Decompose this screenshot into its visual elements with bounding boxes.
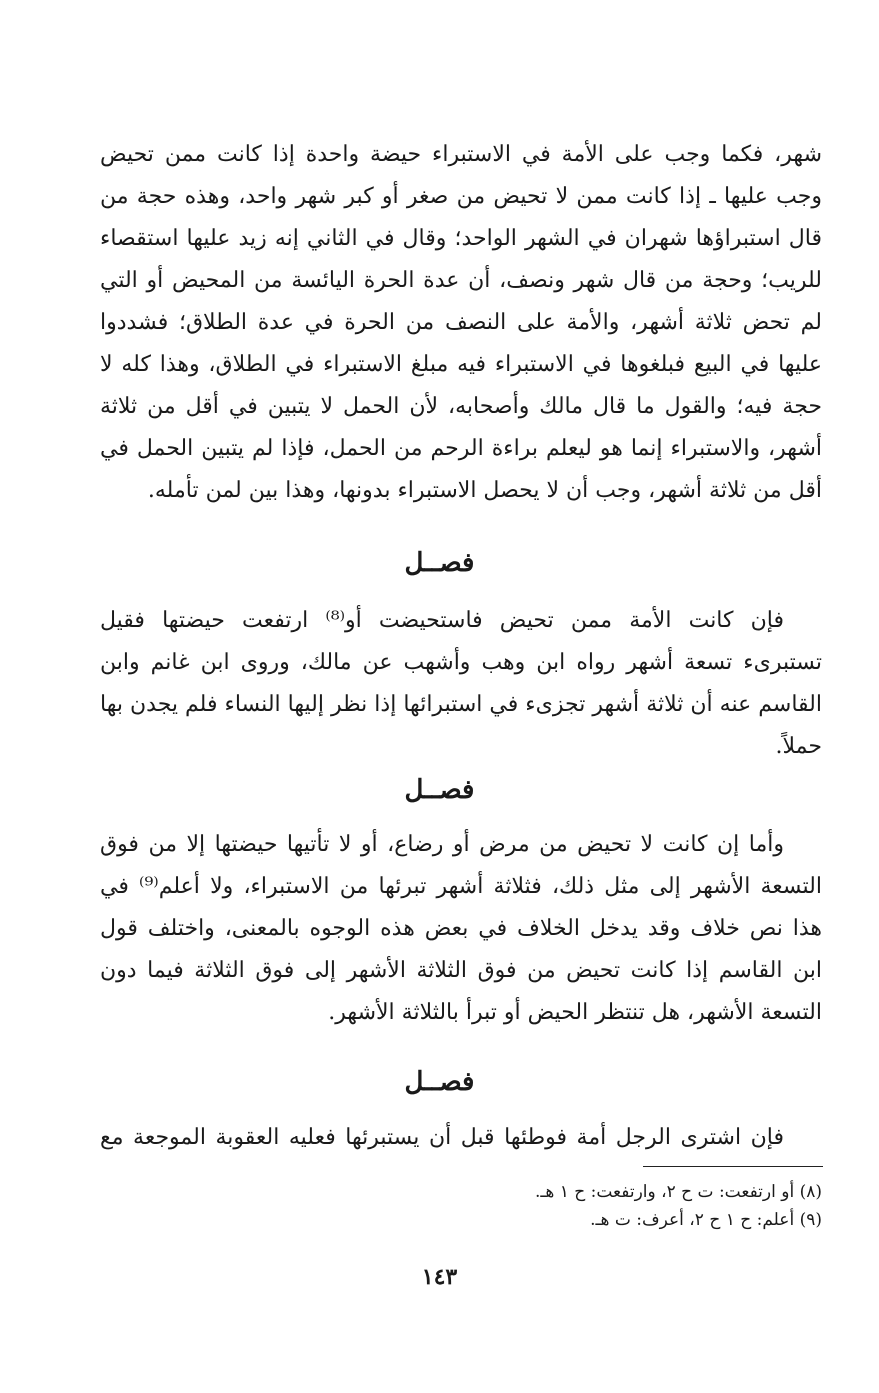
text-line: التسعة الأشهر إلى مثل ذلك، فثلاثة أشهر تبرئها من الاستبراء، ولا أعلم⁽⁹⁾ في xyxy=(100,874,822,899)
text-line: فإن كانت الأمة ممن تحيض فاستحيضت أو⁽⁸⁾ ارتفعت حيضتها فقيل xyxy=(100,608,784,633)
text-line: حجة فيه؛ والقول ما قال مالك وأصحابه، لأن الحمل لا يتبين في أقل من ثلاثة xyxy=(100,394,822,419)
text-line: القاسم عنه أن ثلاثة أشهر تجزىء في استبرائها إذا نظر إليها النساء فلم يجدن بها xyxy=(100,692,822,717)
section-heading: فصــل xyxy=(404,548,475,578)
paragraph-2 xyxy=(100,600,822,768)
footnote: (٩) أعلم: ح ١ ح ٢، أعرف: ت هـ. xyxy=(590,1210,822,1230)
footnotes xyxy=(300,1178,822,1234)
text-line: تستبرىء تسعة أشهر رواه ابن وهب وأشهب عن مالك، وروى ابن غانم وابن xyxy=(100,650,822,675)
text-line: حملاً. xyxy=(775,734,822,759)
section-heading: فصــل xyxy=(404,1067,475,1097)
page-number: ١٤٣ xyxy=(421,1264,458,1290)
text-line: وجب عليها ـ إذا كانت ممن لا تحيض من صغر أو كبر شهر واحد، وهذه حجة من xyxy=(100,184,822,209)
text-line: وأما إن كانت لا تحيض من مرض أو رضاع، أو لا تأتيها حيضتها إلا من فوق xyxy=(100,832,784,857)
text-line: أشهر، والاستبراء إنما هو ليعلم براءة الرحم من الحمل، فإذا لم يتبين الحمل في xyxy=(100,436,822,461)
text-line: قال استبراؤها شهران في الشهر الواحد؛ وقال في الثاني إنه زيد عليها استقصاء xyxy=(100,226,822,251)
text-line: عليها في البيع فبلغوها في الاستبراء فيه مبلغ الاستبراء في الطلاق، وهذا كله لا xyxy=(100,352,822,377)
footnote-divider xyxy=(643,1166,823,1167)
text-line: أقل من ثلاثة أشهر، وجب أن لا يحصل الاستبراء بدونها، وهذا بين لمن تأمله. xyxy=(147,478,822,503)
paragraph-4 xyxy=(100,1117,822,1159)
text-line: لم تحض ثلاثة أشهر، والأمة على النصف من الحرة في عدة الطلاق؛ فشددوا xyxy=(100,310,822,335)
paragraph-1 xyxy=(100,134,822,512)
text-line: ابن القاسم إذا كانت تحيض من فوق الثلاثة الأشهر إلى فوق الثلاثة فيما دون xyxy=(100,958,822,983)
text-line: التسعة الأشهر، هل تنتظر الحيض أو تبرأ بالثلاثة الأشهر. xyxy=(328,1000,822,1025)
section-heading: فصــل xyxy=(404,775,475,805)
text-line: فإن اشترى الرجل أمة فوطئها قبل أن يستبرئها فعليه العقوبة الموجعة مع xyxy=(100,1125,784,1150)
footnote: (٨) أو ارتفعت: ت ح ٢، وارتفعت: ح ١ هـ. xyxy=(534,1182,822,1202)
text-line: هذا نص خلاف وقد يدخل الخلاف في بعض هذه الوجوه بالمعنى، واختلف قول xyxy=(100,916,822,941)
text-line: للريب؛ وحجة من قال شهر ونصف، أن عدة الحرة اليائسة من المحيض أو التي xyxy=(100,268,822,293)
paragraph-3 xyxy=(100,824,822,1034)
text-line: شهر، فكما وجب على الأمة في الاستبراء حيضة واحدة إذا كانت ممن تحيض xyxy=(100,142,822,167)
